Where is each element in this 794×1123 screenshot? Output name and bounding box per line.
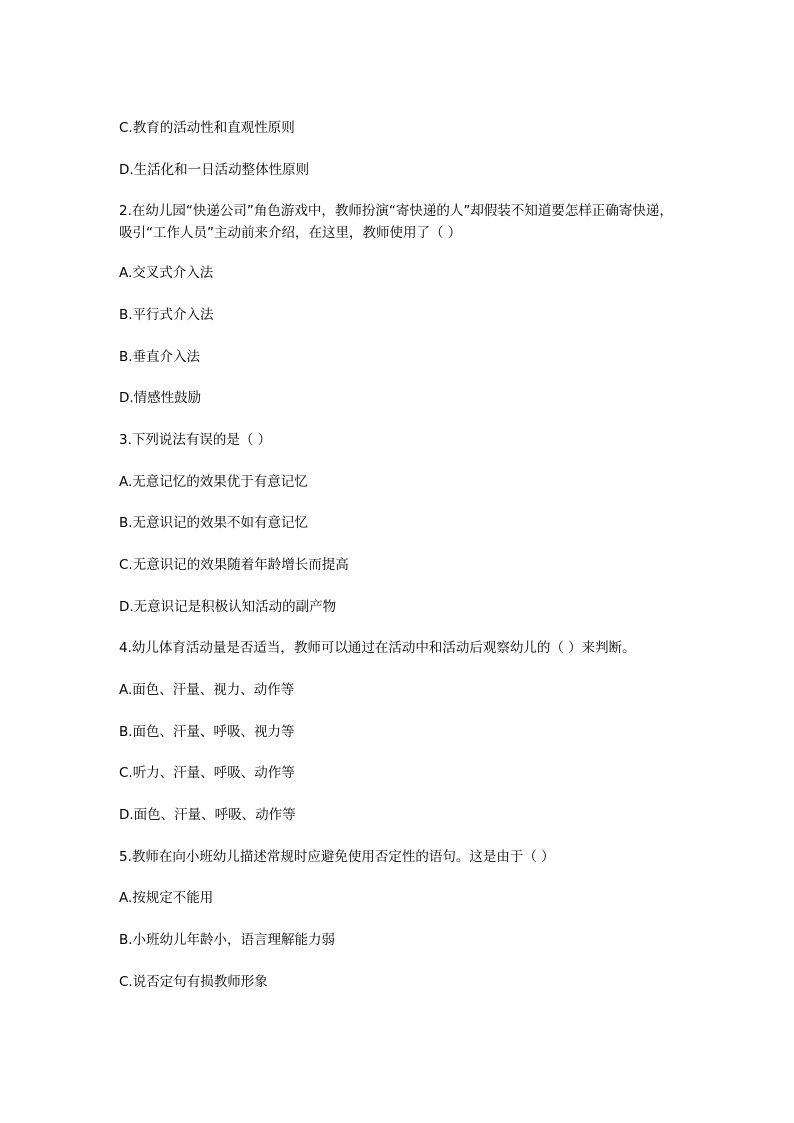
option-d-q1: D.生活化和一日活动整体性原则 bbox=[119, 162, 310, 178]
option-c-q1: C.教育的活动性和直观性原则 bbox=[119, 120, 295, 136]
option-b-q2: B.平行式介入法 bbox=[119, 307, 214, 323]
option-c-q5: C.说否定句有损教师形象 bbox=[119, 974, 268, 990]
option-a-q3: A.无意记忆的效果优于有意记忆 bbox=[119, 474, 308, 490]
option-b-q4: B.面色、汗量、呼吸、视力等 bbox=[119, 724, 295, 740]
option-a-q4: A.面色、汗量、视力、动作等 bbox=[119, 682, 295, 698]
option-b-q3: B.无意识记的效果不如有意记忆 bbox=[119, 515, 309, 531]
option-a-q2: A.交叉式介入法 bbox=[119, 265, 214, 281]
option-d-q4: D.面色、汗量、呼吸、动作等 bbox=[119, 807, 296, 823]
question-5: 5.教师在向小班幼儿描述常规时应避免使用否定性的语句。这是由于（ ） bbox=[119, 849, 555, 865]
question-4: 4.幼儿体育活动量是否适当，教师可以通过在活动中和活动后观察幼儿的（ ）来判断。 bbox=[119, 640, 636, 656]
option-d-q2: D.情感性鼓励 bbox=[119, 390, 202, 406]
option-c-q3: C.无意识记的效果随着年龄增长而提高 bbox=[119, 557, 349, 573]
option-b2-q2: B.垂直介入法 bbox=[119, 349, 201, 365]
option-d-q3: D.无意识记是积极认知活动的副产物 bbox=[119, 599, 337, 615]
question-2: 2.在幼儿园“快递公司”角色游戏中，教师扮演“寄快递的人”却假装不知道要怎样正确寄快递，吸引“工作人员”主动前来介绍，在这里，教师使用了（ ） bbox=[119, 203, 673, 241]
question-3: 3.下列说法有误的是（ ） bbox=[119, 432, 272, 448]
option-c-q4: C.听力、汗量、呼吸、动作等 bbox=[119, 765, 295, 781]
option-b-q5: B.小班幼儿年龄小，语言理解能力弱 bbox=[119, 932, 336, 948]
option-a-q5: A.按规定不能用 bbox=[119, 890, 214, 906]
